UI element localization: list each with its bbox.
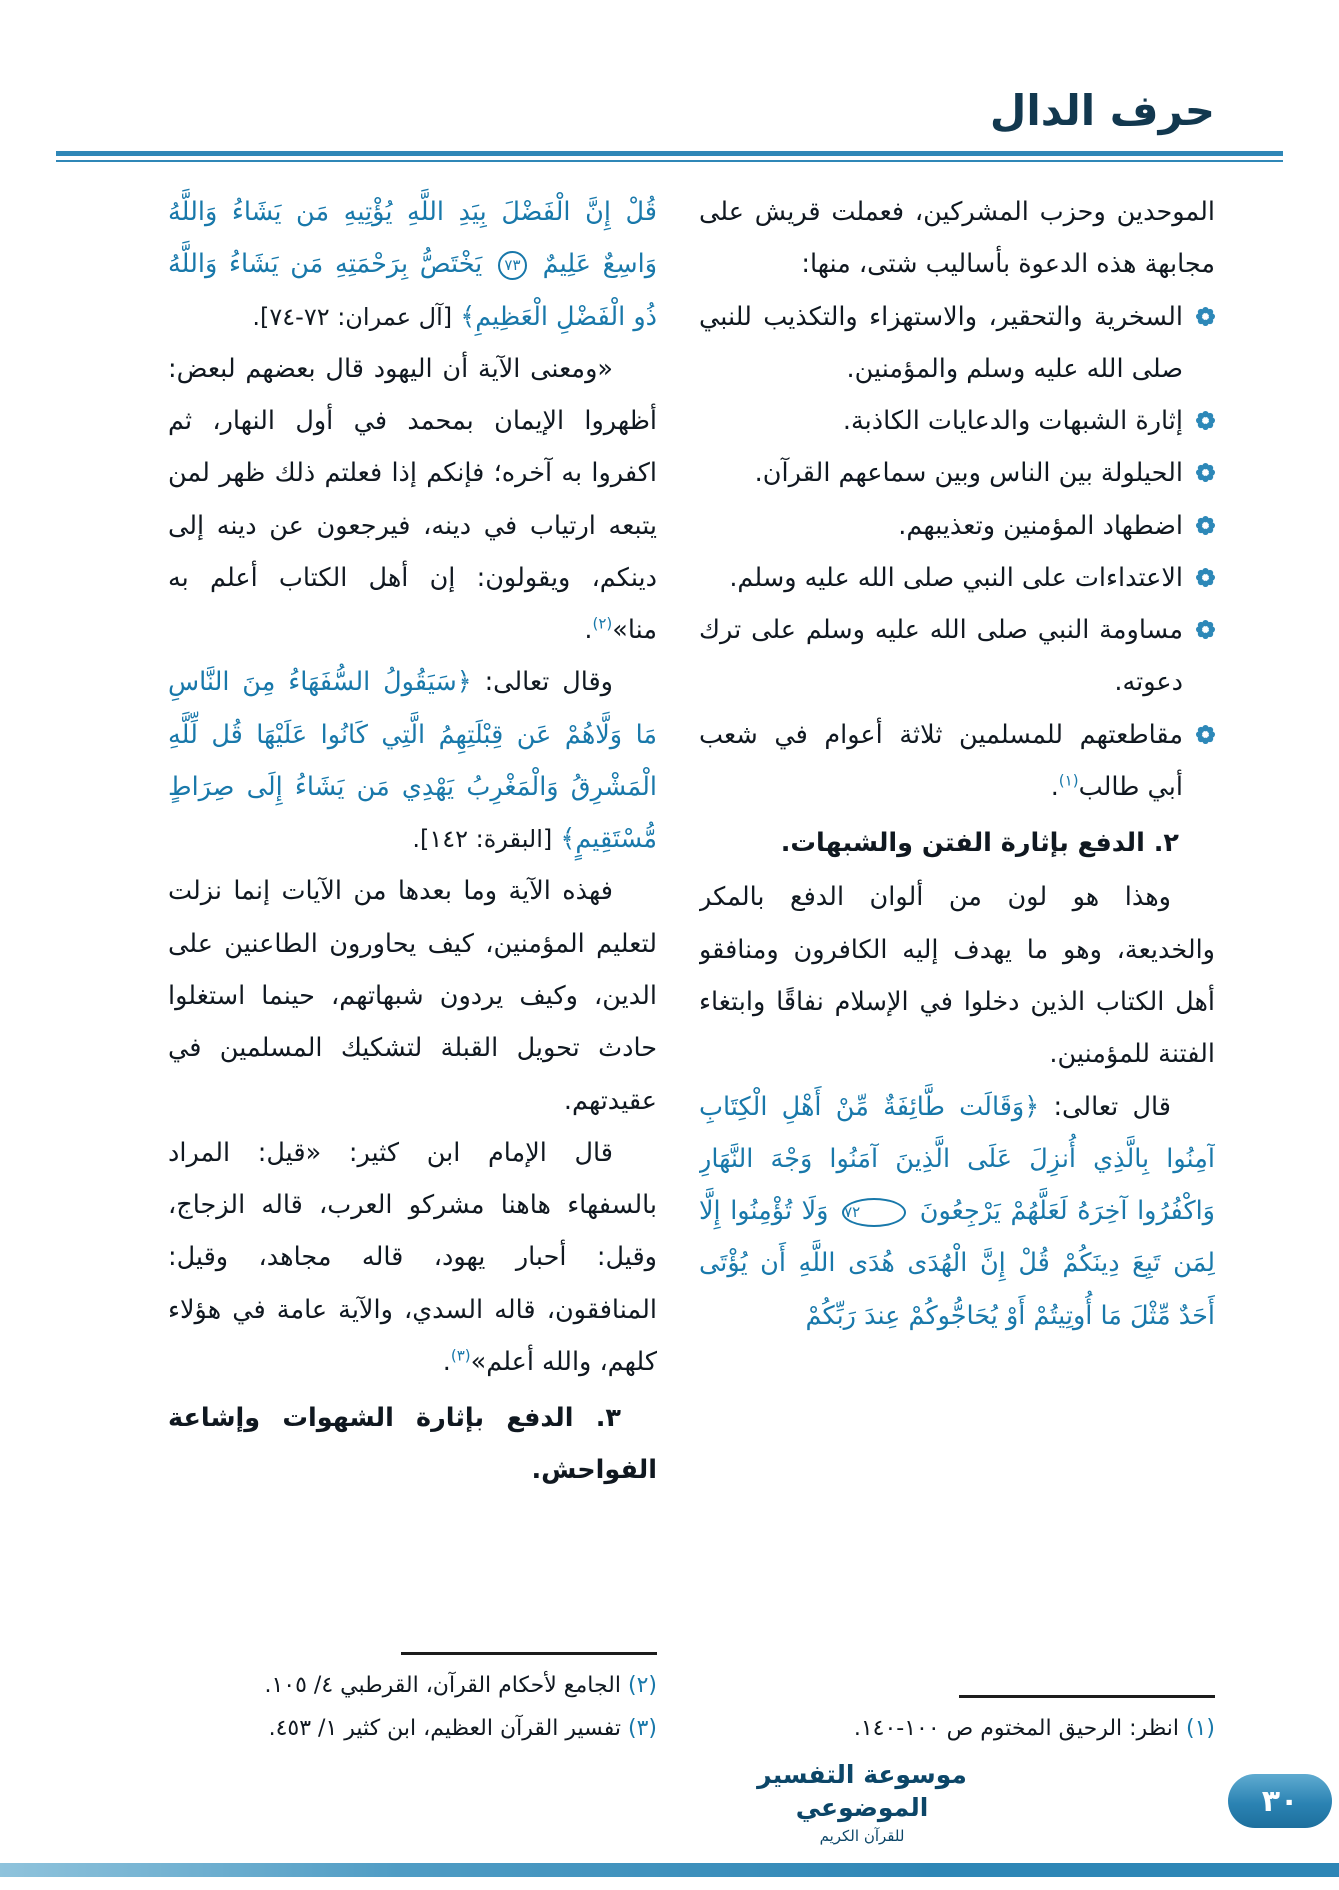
list-item — [699, 604, 1215, 709]
footnote-divider — [401, 1652, 657, 1655]
footnote-number: (١) — [1185, 1716, 1215, 1742]
quran-verse: ﴿سَيَقُولُ السُّفَهَاءُ مِنَ النَّاسِ مَا وَلَّاهُمْ عَن قِبْلَتِهِمُ الَّتِي كَانُوا عَلَيْهَا قُل لِّلَّهِ الْمَشْرِقُ وَالْمَغْرِبُ يَهْدِي مَن يَشَاءُ إِلَى صِرَاطٍ مُّسْتَقِيمٍ﴾ — [168, 667, 657, 855]
quote-after: . — [584, 615, 593, 646]
bottom-accent-strip — [0, 1863, 1339, 1877]
right-footnote-block — [699, 1673, 1215, 1751]
bullet-text: الاعتداءات على النبي صلى الله عليه وسلم. — [729, 562, 1183, 593]
publisher-logo-line2: للقرآن الكريم — [819, 1827, 905, 1845]
ayah-number-badge: ٧٣ — [498, 251, 527, 280]
header-double-rule — [56, 151, 1283, 162]
footnote-reference: (١) — [1058, 771, 1079, 790]
flower-bullet-icon — [1196, 725, 1215, 744]
quote-paragraph — [168, 343, 657, 657]
list-item — [699, 447, 1215, 499]
quran-verse: وَلَا تُؤْمِنُوا إِلَّا لِمَن تَبِعَ دِينَكُمْ قُلْ إِنَّ الْهُدَى هُدَى اللَّهِ أَن يُؤْتَى أَحَدٌ مِّثْلَ مَا أُوتِيتُمْ أَوْ يُحَاجُّوكُمْ عِندَ رَبِّكُمْ — [699, 1196, 1215, 1331]
list-item — [699, 395, 1215, 447]
page-number: ٣٠ — [1261, 1783, 1299, 1819]
bullet-text — [699, 709, 1183, 814]
flower-bullet-icon — [1196, 516, 1215, 535]
bullet-text: إثارة الشبهات والدعايات الكاذبة. — [842, 406, 1183, 437]
footnote-divider — [959, 1695, 1215, 1698]
quote-text: «ومعنى الآية أن اليهود قال بعضهم لبعض: أظهروا الإيمان بمحمد في أول النهار، ثم اكفروا به آخره؛ فإنكم إذا فعلتم ذلك ظهر لمن يتبعه ارتياب في دينه، فيرجعون عن دينه إلى دينكم، ويقولون: إن أهل الكتاب أعلم به منا» — [168, 353, 657, 646]
footnote-reference: (٣) — [450, 1346, 471, 1365]
left-column-main — [168, 186, 657, 1630]
quran-verse: يَخْتَصُّ بِرَحْمَتِهِ مَن يَشَاءُ وَاللَّهُ ذُو الْفَضْلِ الْعَظِيمِ﴾ — [168, 249, 657, 332]
footnote-number: (٣) — [627, 1716, 657, 1742]
publisher-logo — [737, 1758, 987, 1846]
footnote-text: تفسير القرآن العظيم، ابن كثير ١/ ٤٥٣. — [268, 1716, 621, 1742]
verse-reference: [آل عمران: ٧٢-٧٤]. — [252, 302, 453, 331]
bullet-text: الحيلولة بين الناس وبين سماعهم القرآن. — [754, 458, 1183, 489]
verse-lead: وقال تعالى: — [484, 667, 613, 698]
section-heading-3: ٣. الدفع بإثارة الشهوات وإشاعة الفواحش. — [168, 1403, 657, 1486]
paragraph: وهذا هو لون من ألوان الدفع بالمكر والخديعة، وهو ما يهدف إليه الكافرون ومنافقو أهل الكتاب الذين دخلوا في الإسلام نفاقًا وابتغاء الفتنة للمؤمنين. — [699, 882, 1215, 1070]
quote-text: قال الإمام ابن كثير: «قيل: المراد بالسفهاء هاهنا مشركو العرب، قاله الزجاج، وقيل: أحبار يهود، قاله مجاهد، وقيل: المنافقون، قاله السدي، والآية عامة في هؤلاء كلهم، والله أعلم» — [168, 1137, 657, 1377]
list-item — [699, 500, 1215, 552]
list-item — [699, 552, 1215, 604]
bullet-text-after: . — [1050, 771, 1059, 802]
footnote-reference: (٢) — [592, 614, 613, 633]
quran-verse: قُلْ إِنَّ الْفَضْلَ بِيَدِ اللَّهِ يُؤْتِيهِ مَن يَشَاءُ وَاللَّهُ وَاسِعٌ عَلِيمٌ — [168, 197, 657, 280]
list-item — [699, 709, 1215, 814]
verse-lead: قال تعالى: — [1053, 1091, 1171, 1122]
intro-paragraph: الموحدين وحزب المشركين، فعملت قريش على مجابهة هذه الدعوة بأساليب شتى، منها: — [699, 197, 1215, 280]
flower-bullet-icon — [1196, 568, 1215, 587]
verse-paragraph — [168, 656, 657, 865]
bullet-text: السخرية والتحقير، والاستهزاء والتكذيب للنبي صلى الله عليه وسلم والمؤمنين. — [699, 301, 1183, 384]
page-header — [0, 0, 1339, 162]
flower-bullet-icon — [1196, 620, 1215, 639]
two-column-layout — [0, 162, 1339, 1751]
verse-reference: [البقرة: ١٤٢]. — [412, 825, 553, 854]
publisher-logo-line1: موسوعة التفسير الموضوعي — [757, 1759, 967, 1823]
footnote — [699, 1708, 1215, 1751]
verse-paragraph — [699, 1081, 1215, 1342]
right-column — [699, 186, 1215, 1751]
flower-bullet-icon — [1196, 411, 1215, 430]
bullet-text-main: مقاطعتهم للمسلمين ثلاثة أعوام في شعب أبي طالب — [699, 719, 1183, 802]
verse-continuation-paragraph — [168, 186, 657, 343]
footnote-number: (٢) — [627, 1673, 657, 1699]
paragraph: فهذه الآية وما بعدها من الآيات إنما نزلت لتعليم المؤمنين، كيف يحاورون الطاعنين على الدين، وكيف يردون شبهاتهم، حينما استغلوا حادث تحويل القبلة لتشكيك المسلمين في عقيدتهم. — [168, 876, 657, 1116]
quote-after: . — [442, 1346, 451, 1377]
page-number-badge — [1228, 1774, 1332, 1828]
left-footnote-block — [168, 1630, 657, 1751]
bullet-text: اضطهاد المؤمنين وتعذيبهم. — [898, 510, 1183, 541]
footnote — [168, 1665, 657, 1708]
footnote-text: انظر: الرحيق المختوم ص ١٠٠-١٤٠. — [853, 1716, 1179, 1742]
flower-bullet-icon — [1196, 463, 1215, 482]
section-heading-2: ٢. الدفع بإثارة الفتن والشبهات. — [780, 828, 1179, 859]
quran-verse: ﴿وَقَالَت طَّائِفَةٌ مِّنْ أَهْلِ الْكِتَابِ آمِنُوا بِالَّذِي أُنزِلَ عَلَى الَّذِينَ آمَنُوا وَجْهَ النَّهَارِ وَاكْفُرُوا آخِرَهُ لَعَلَّهُمْ يَرْجِعُونَ — [699, 1091, 1215, 1227]
flower-bullet-icon — [1196, 307, 1215, 326]
chapter-title: حرف الدال — [989, 86, 1215, 135]
footnote — [168, 1708, 657, 1751]
footnote-text: الجامع لأحكام القرآن، القرطبي ٤/ ١٠٥. — [264, 1673, 621, 1699]
right-column-main — [699, 186, 1215, 1673]
list-item — [699, 291, 1215, 396]
bullet-text: مساومة النبي صلى الله عليه وسلم على ترك دعوته. — [699, 615, 1183, 698]
ayah-number-badge: ٧٢ — [842, 1198, 906, 1227]
left-column — [168, 186, 657, 1751]
quote-paragraph — [168, 1127, 657, 1388]
